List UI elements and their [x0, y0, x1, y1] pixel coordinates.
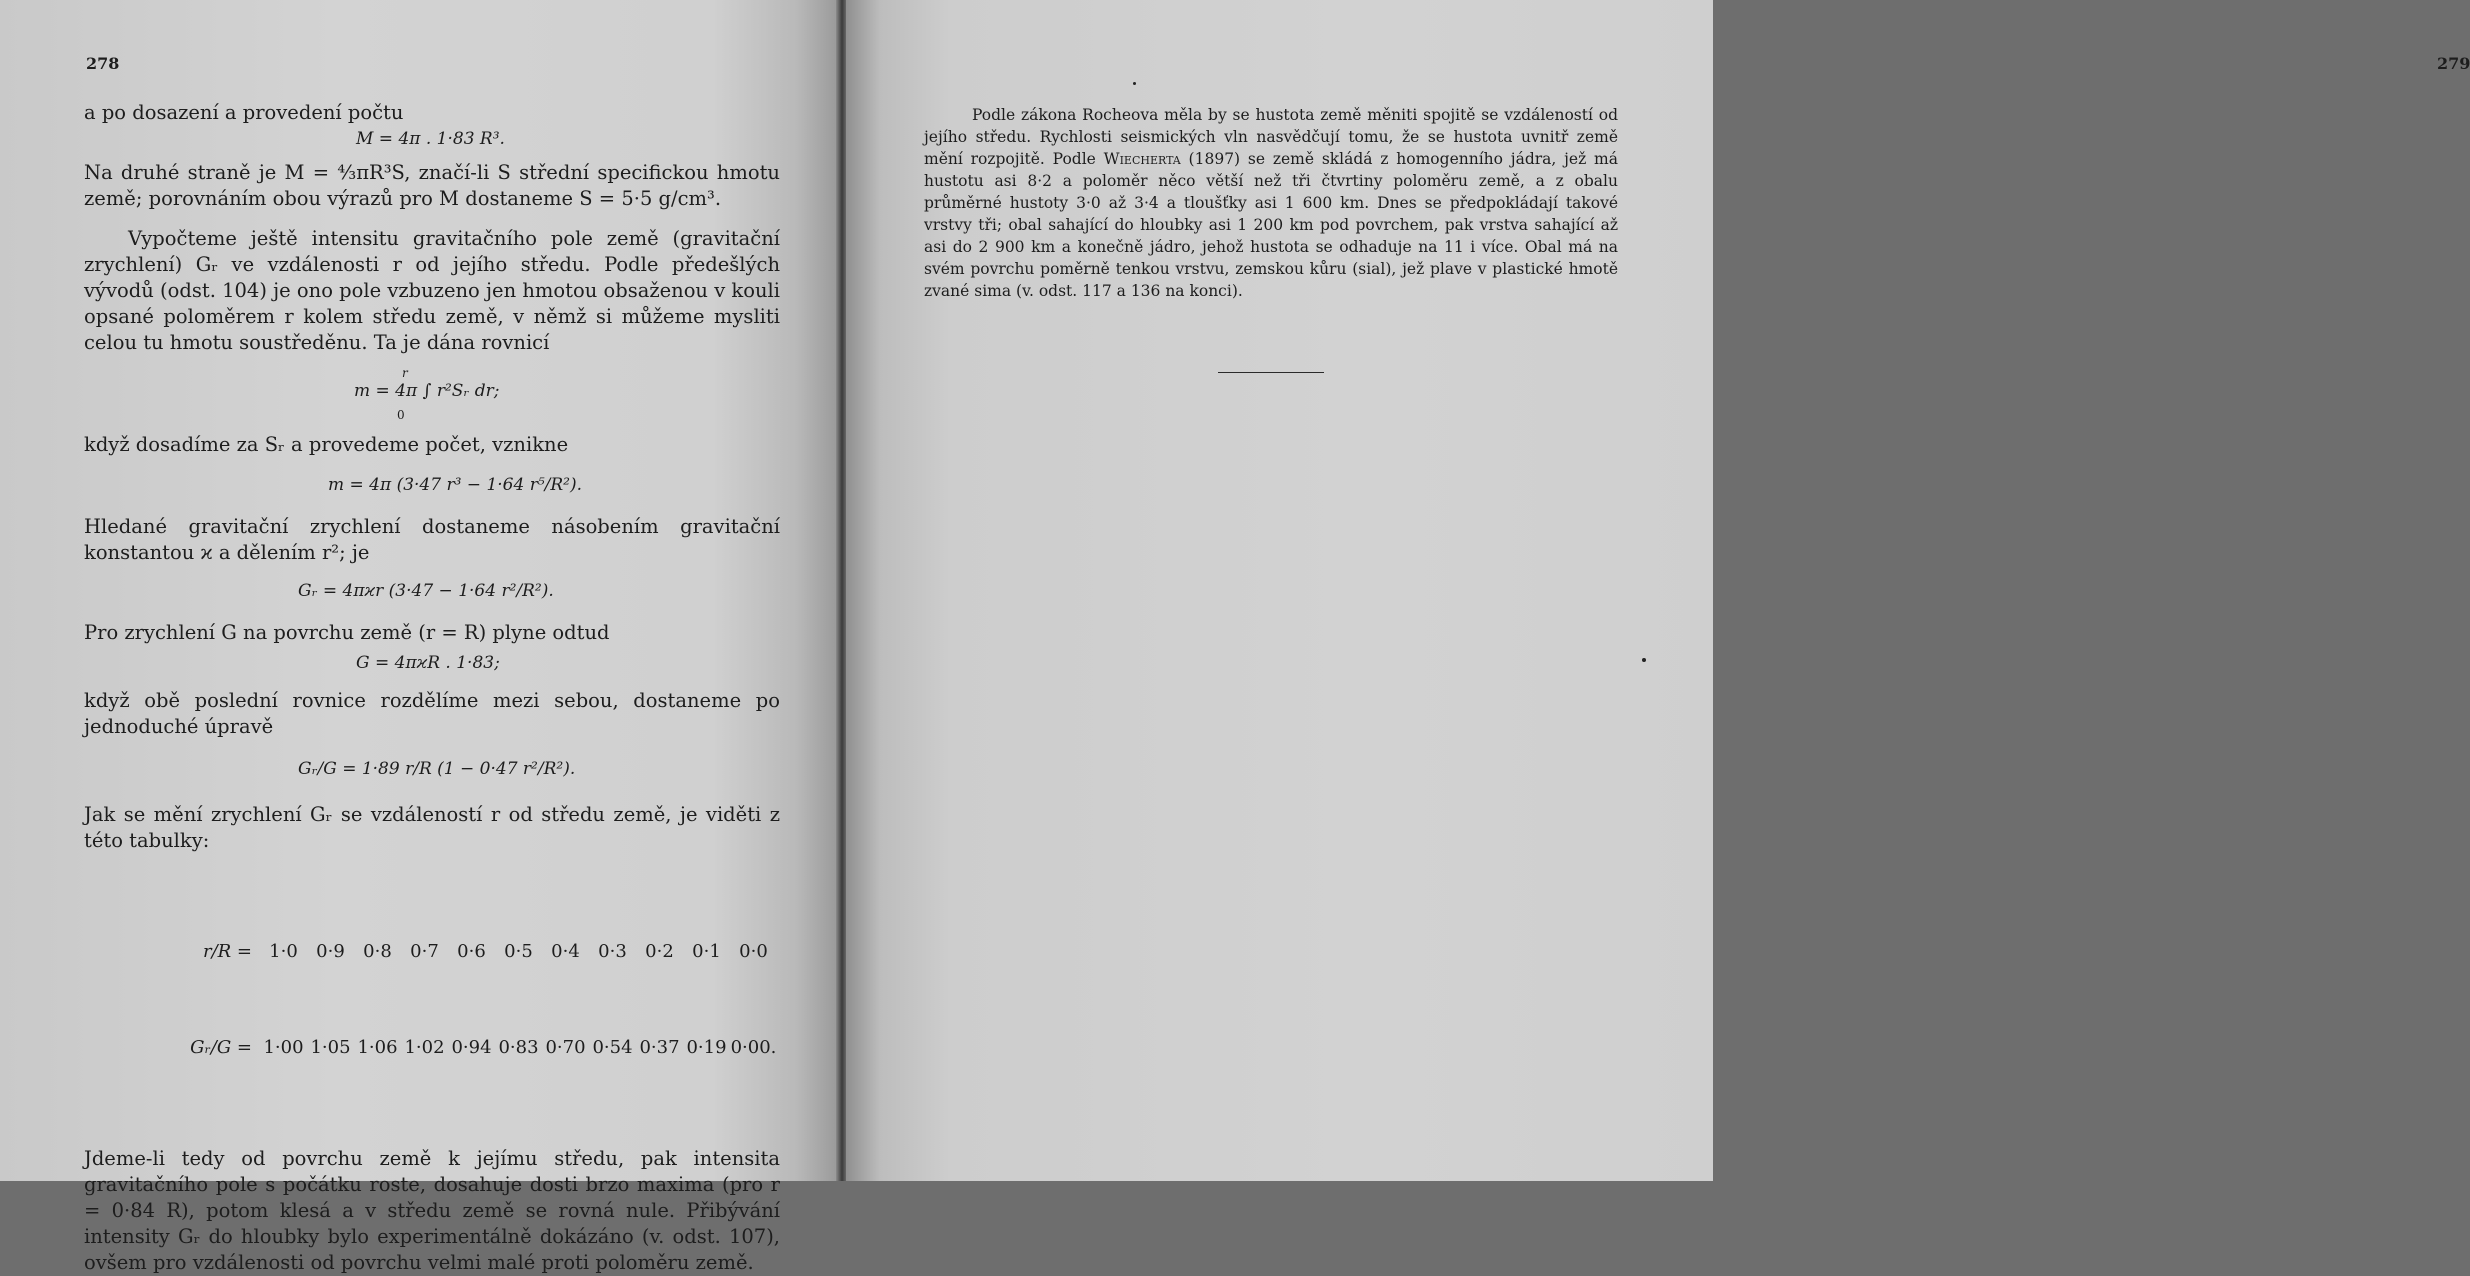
paragraph-surface: Pro zrychlení G na povrchu země (r = R) plyne odtud	[84, 621, 610, 644]
table-cell: 0·0	[739, 941, 768, 962]
equation-mass-total: M = 4π . 1·83 R³.	[356, 129, 505, 149]
table-cell: 0·7	[410, 941, 439, 962]
paragraph-intensity: Vypočteme ještě intensitu gravitačního pole země (gravitační zrychlení) Gᵣ ve vzdálenosti r od jejího středu. Podle předešlých vývodů (odst. 104) je ono pole vzbuzeno jen hmotou obsaženou v kouli opsané poloměrem r kolem středu země, v němž si můžeme mysliti celou tu hmotu soustředěnu. Ta je dána rovnicí	[84, 227, 780, 354]
table-cell: 0·6	[457, 941, 486, 962]
integral-expression: m = 4π ∫ r²Sᵣ dr;	[354, 381, 500, 401]
table-cell: 0·54	[592, 1037, 633, 1058]
paragraph-density: Na druhé straně je M = ⁴⁄₃πR³S, značí-li S střední specifickou hmotu země; porovnáním obou výrazů pro M dostaneme S = 5·5 g/cm³.	[84, 161, 780, 210]
table-cell: 1·05	[310, 1037, 351, 1058]
paragraph-earth-structure-start: Podle zákona Rocheova měla by se hustota země měniti spojitě se vzdáleností od jejího středu. Rychlosti seismických vln nasvědčují tomu, že se hustota uvnitř země mění rozpojitě. Podle	[924, 106, 1618, 168]
table-row-label: r/R =	[202, 941, 252, 962]
paragraph-substitute: když dosadíme za Sᵣ a provedeme počet, vznikne	[84, 433, 569, 456]
table-cell: 0·19	[686, 1037, 727, 1058]
gravity-table	[124, 872, 780, 1128]
table-cell: 1·00	[263, 1037, 304, 1058]
intro-line: a po dosazení a provedení počtu	[84, 101, 404, 124]
paragraph-conclusion: Jdeme-li tedy od povrchu země k jejímu středu, pak intensita gravitačního pole s počátku roste, dosahuje dosti brzo maxima (pro r = 0·84 R), potom klesá a v středu země se rovná nule. Přibývání intensity Gᵣ do hloubky bylo experimentálně dokázáno (v. odst. 107), ovšem pro vzdálenosti od povrchu velmi malé proti poloměru země.	[84, 1147, 780, 1274]
equation-gr: Gᵣ = 4πϰr (3·47 − 1·64 r²/R²).	[298, 581, 554, 601]
table-cell: 0·2	[645, 941, 674, 962]
table-cell: 0·83	[498, 1037, 539, 1058]
table-cell: 0·70	[545, 1037, 586, 1058]
table-cell: 1·0	[269, 941, 298, 962]
right-page-body	[924, 104, 1618, 302]
integral-upper-limit: r	[402, 366, 408, 380]
paragraph-earth-structure	[924, 104, 1618, 302]
table-cell: 0·00.	[730, 1037, 777, 1058]
table-cell: 0·4	[551, 941, 580, 962]
author-name: Wiecherta	[1103, 150, 1181, 168]
integral-lower-limit: 0	[397, 408, 405, 422]
table-cell: 1·02	[404, 1037, 445, 1058]
equation-mass-r: m = 4π (3·47 r³ − 1·64 r⁵/R²).	[328, 475, 583, 495]
print-speck	[1133, 82, 1136, 85]
equation-ratio: Gᵣ/G = 1·89 r/R (1 − 0·47 r²/R²).	[298, 759, 576, 779]
table-cell: 1·06	[357, 1037, 398, 1058]
paragraph-table-intro: Jak se mění zrychlení Gᵣ se vzdáleností r od středu země, je viděti z této tabulky:	[84, 803, 780, 852]
table-cell: 0·8	[363, 941, 392, 962]
right-page-number: 279	[2437, 54, 2470, 73]
table-row-radius	[124, 936, 780, 968]
table-cell: 0·5	[504, 941, 533, 962]
table-row-acceleration	[124, 1032, 780, 1064]
table-row-label: Gᵣ/G =	[190, 1037, 252, 1058]
left-page-number: 278	[86, 54, 120, 73]
print-speck	[1642, 658, 1646, 662]
table-cell: 0·37	[639, 1037, 680, 1058]
left-page-body	[84, 100, 780, 1276]
paragraph-earth-structure-end: (1897) se země skládá z homogenního jádra, jež má hustotu asi 8·2 a poloměr něco větší než tři čtvrtiny poloměru země, a z obalu průměrné hustoty 3·0 až 3·4 a tloušťky asi 1 600 km. Dnes se předpokládají takové vrstvy tři; obal sahající do hloubky asi 1 200 km pod povrchem, pak vrstva sahající až asi do 2 900 km a konečně jádro, jehož hustota se odhaduje na 11 i více. Obal má na svém povrchu poměrně tenkou vrstvu, zemskou kůru (sial), jež plave v plastické hmotě zvané sima (v. odst. 117 a 136 na konci).	[924, 150, 1618, 300]
table-cell: 0·9	[316, 941, 345, 962]
equation-integral	[84, 360, 780, 426]
equation-g-surface: G = 4πϰR . 1·83;	[356, 653, 500, 673]
paragraph-gravity-constant: Hledané gravitační zrychlení dostaneme násobením gravitační konstantou ϰ a dělením r²; je	[84, 515, 780, 564]
table-cell: 0·3	[598, 941, 627, 962]
table-cell: 0·94	[451, 1037, 492, 1058]
left-page	[0, 0, 838, 1274]
section-end-rule	[1218, 372, 1324, 373]
table-cell: 0·1	[692, 941, 721, 962]
paragraph-divide: když obě poslední rovnice rozdělíme mezi sebou, dostaneme po jednoduché úpravě	[84, 689, 780, 738]
